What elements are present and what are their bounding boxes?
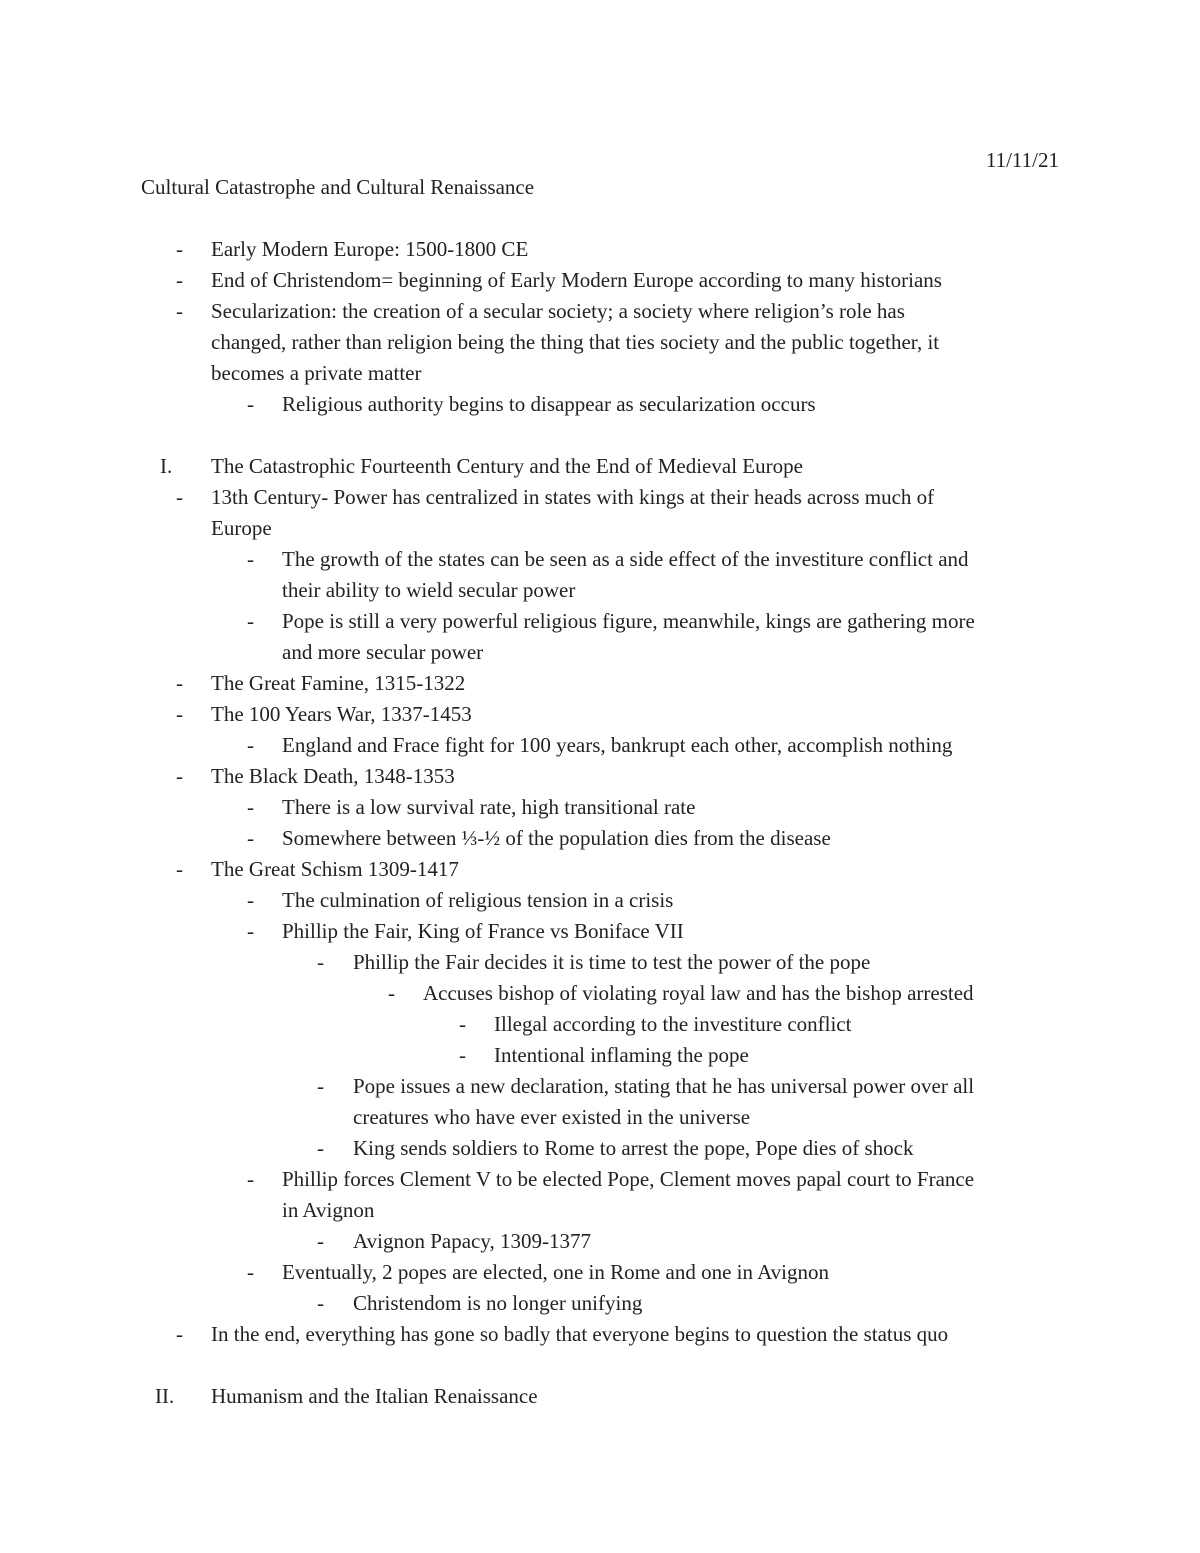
list-item (0, 978, 1200, 1009)
section-numeral: II. (155, 1384, 175, 1408)
list-item-continuation (0, 637, 1200, 668)
bullet-dash: - (176, 671, 183, 695)
list-item (0, 389, 1200, 420)
list-item-text: Eventually, 2 popes are elected, one in Rome and one in Avignon (282, 1260, 830, 1284)
bullet-dash: - (176, 268, 183, 292)
list-item (0, 1133, 1200, 1164)
list-item (0, 1040, 1200, 1071)
list-item-continuation (0, 1102, 1200, 1133)
list-item-text: 13th Century- Power has centralized in states with kings at their heads across much of (211, 485, 935, 509)
bullet-dash: - (176, 702, 183, 726)
list-item-continuation (0, 1195, 1200, 1226)
list-item (0, 823, 1200, 854)
bullet-dash: - (176, 299, 183, 323)
bullet-dash: - (247, 826, 254, 850)
bullet-dash: - (176, 1322, 183, 1346)
list-item-text: The 100 Years War, 1337-1453 (211, 702, 472, 726)
list-item (0, 296, 1200, 327)
list-item-text: Christendom is no longer unifying (353, 1291, 643, 1315)
list-item (0, 854, 1200, 885)
list-item-text: Religious authority begins to disappear as secularization occurs (282, 392, 816, 416)
section-heading (0, 451, 1200, 482)
list-item-text: Somewhere between ⅓-½ of the population dies from the disease (282, 826, 831, 850)
bullet-dash: - (247, 919, 254, 943)
list-item-text: and more secular power (282, 640, 484, 664)
list-item-continuation (0, 513, 1200, 544)
list-item-text: The Great Famine, 1315-1322 (211, 671, 466, 695)
list-item-text: Phillip the Fair decides it is time to test the power of the pope (353, 950, 871, 974)
list-item-text: Europe (211, 516, 272, 540)
bullet-dash: - (176, 485, 183, 509)
bullet-dash: - (247, 1260, 254, 1284)
list-item-text: Accuses bishop of violating royal law and has the bishop arrested (423, 981, 974, 1005)
bullet-dash: - (317, 1074, 324, 1098)
list-item-text: Intentional inflaming the pope (494, 1043, 749, 1067)
bullet-dash: - (247, 547, 254, 571)
list-item-text: Pope is still a very powerful religious figure, meanwhile, kings are gathering more (282, 609, 975, 633)
document-title: Cultural Catastrophe and Cultural Renaissance (141, 175, 535, 199)
list-item-text: creatures who have ever existed in the universe (353, 1105, 751, 1129)
bullet-dash: - (247, 609, 254, 633)
document-date: 11/11/21 (985, 148, 1059, 172)
list-item-text: There is a low survival rate, high transitional rate (282, 795, 696, 819)
bullet-dash: - (176, 237, 183, 261)
bullet-dash: - (247, 888, 254, 912)
list-item (0, 1226, 1200, 1257)
list-item-text: changed, rather than religion being the thing that ties society and the public together, it (211, 330, 940, 354)
bullet-dash: - (388, 981, 395, 1005)
list-item (0, 1257, 1200, 1288)
list-item (0, 1164, 1200, 1195)
list-item-continuation (0, 358, 1200, 389)
list-item-text: The growth of the states can be seen as a side effect of the investiture conflict and (282, 547, 969, 571)
list-item (0, 1009, 1200, 1040)
list-item (0, 885, 1200, 916)
list-item (0, 1319, 1200, 1350)
list-item (0, 482, 1200, 513)
list-item (0, 947, 1200, 978)
list-item (0, 1071, 1200, 1102)
list-item-text: The Great Schism 1309-1417 (211, 857, 459, 881)
list-item (0, 699, 1200, 730)
list-item-text: Avignon Papacy, 1309-1377 (353, 1229, 591, 1253)
bullet-dash: - (317, 1229, 324, 1253)
list-item (0, 730, 1200, 761)
list-item-text: The Black Death, 1348-1353 (211, 764, 455, 788)
list-item (0, 234, 1200, 265)
bullet-dash: - (317, 1291, 324, 1315)
list-item-text: In the end, everything has gone so badly that everyone begins to question the status quo (211, 1322, 949, 1346)
outline (0, 234, 1200, 1412)
list-item (0, 792, 1200, 823)
bullet-dash: - (459, 1012, 466, 1036)
section-heading-text: Humanism and the Italian Renaissance (211, 1384, 538, 1408)
list-item-continuation (0, 327, 1200, 358)
list-item (0, 265, 1200, 296)
list-item-text: their ability to wield secular power (282, 578, 576, 602)
list-item-text: Illegal according to the investiture conflict (494, 1012, 852, 1036)
bullet-dash: - (176, 764, 183, 788)
list-item (0, 916, 1200, 947)
list-item-text: The culmination of religious tension in a crisis (282, 888, 674, 912)
list-item-continuation (0, 575, 1200, 606)
list-item (0, 761, 1200, 792)
bullet-dash: - (317, 950, 324, 974)
bullet-dash: - (459, 1043, 466, 1067)
list-item (0, 606, 1200, 637)
list-item-text: Early Modern Europe: 1500-1800 CE (211, 237, 529, 261)
bullet-dash: - (247, 795, 254, 819)
list-item (0, 668, 1200, 699)
list-item-text: becomes a private matter (211, 361, 422, 385)
spacer (0, 420, 1200, 451)
bullet-dash: - (247, 733, 254, 757)
list-item-text: Phillip forces Clement V to be elected Pope, Clement moves papal court to France (282, 1167, 975, 1191)
bullet-dash: - (176, 857, 183, 881)
list-item-text: Secularization: the creation of a secular society; a society where religion’s role has (211, 299, 905, 323)
section-heading (0, 1381, 1200, 1412)
spacer (0, 1350, 1200, 1381)
bullet-dash: - (247, 1167, 254, 1191)
list-item (0, 1288, 1200, 1319)
list-item-text: in Avignon (282, 1198, 375, 1222)
list-item (0, 544, 1200, 575)
list-item-text: King sends soldiers to Rome to arrest the pope, Pope dies of shock (353, 1136, 914, 1160)
section-heading-text: The Catastrophic Fourteenth Century and the End of Medieval Europe (211, 454, 803, 478)
bullet-dash: - (247, 392, 254, 416)
list-item-text: England and Frace fight for 100 years, bankrupt each other, accomplish nothing (282, 733, 953, 757)
bullet-dash: - (317, 1136, 324, 1160)
list-item-text: Pope issues a new declaration, stating that he has universal power over all (353, 1074, 975, 1098)
list-item-text: Phillip the Fair, King of France vs Boniface VII (282, 919, 684, 943)
section-numeral: I. (160, 454, 173, 478)
list-item-text: End of Christendom= beginning of Early Modern Europe according to many historians (211, 268, 942, 292)
